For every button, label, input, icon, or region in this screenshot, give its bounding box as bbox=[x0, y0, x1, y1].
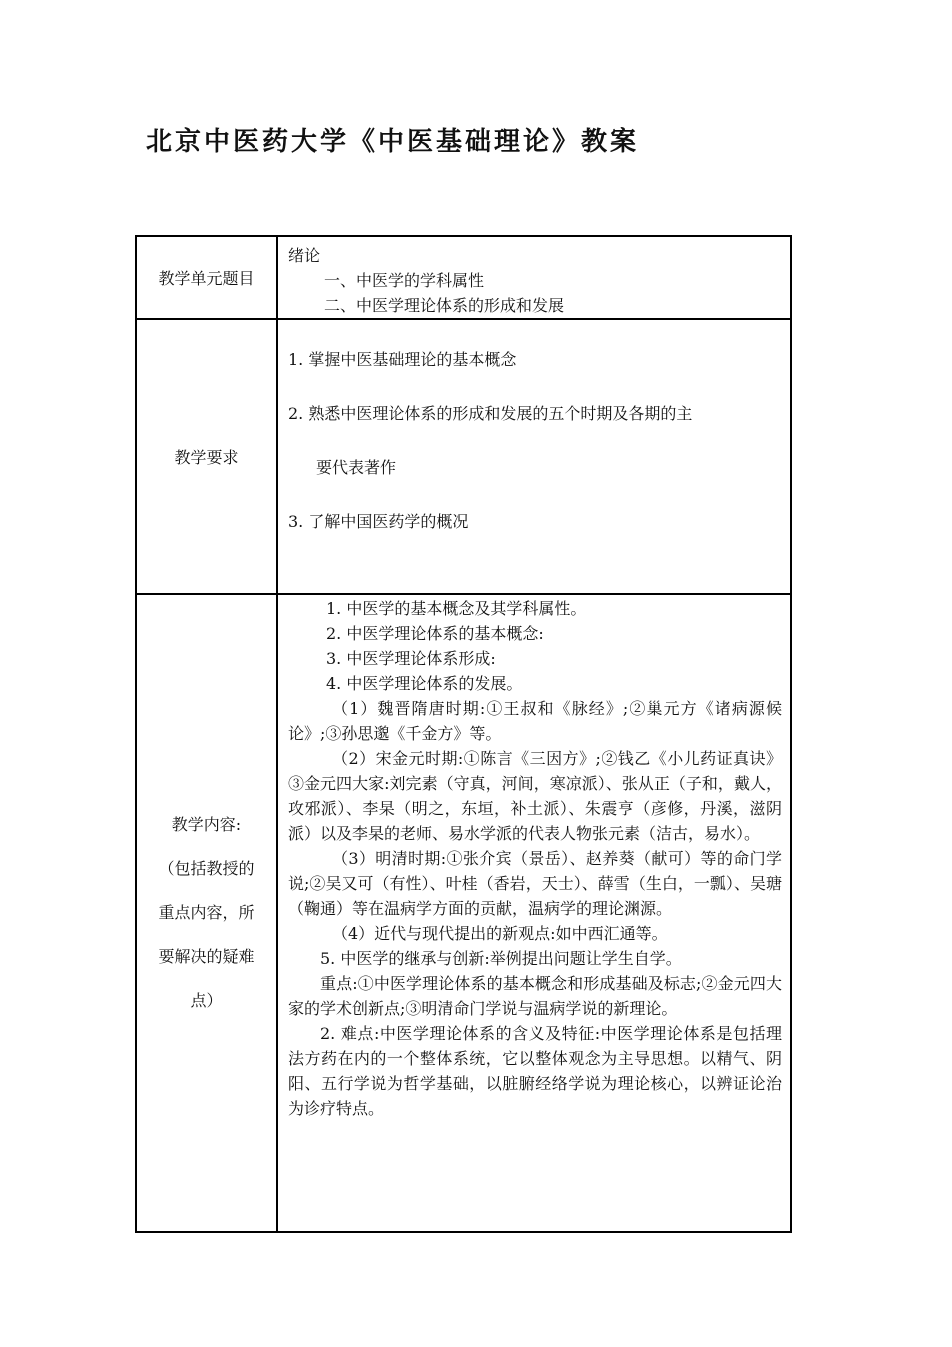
label-unit-topic: 教学单元题目 bbox=[136, 236, 277, 319]
content-paragraph: 2. 中医学理论体系的基本概念: bbox=[326, 624, 544, 643]
requirement-item-continuation: 要代表著作 bbox=[316, 458, 397, 477]
cell-content bbox=[277, 594, 791, 1232]
table-row-unit-topic bbox=[136, 236, 791, 319]
content-paragraph: （2）宋金元时期:①陈言《三因方》;②钱乙《小儿药证真诀》③金元四大家:刘完素（守真，河间，寒凉派）、张从正（子和，戴人，攻邪派）、李杲（明之，东垣，补土派）、朱震亨（彦修，丹溪，滋阴派）以及李杲的老师、易水学派的代表人物张元素（洁古，易水）。 bbox=[288, 749, 782, 843]
content-paragraph: （3）明清时期:①张介宾（景岳）、赵养葵（献可）等的命门学说;②吴又可（有性）、叶桂（香岩，天士）、薛雪（生白，一瓢）、吴瑭（鞠通）等在温病学方面的贡献，温病学的理论渊源。 bbox=[288, 849, 782, 918]
content-paragraph: 5. 中医学的继承与创新:举例提出问题让学生自学。 bbox=[320, 949, 682, 968]
content-paragraph: 重点:①中医学理论体系的基本概念和形成基础及标志;②金元四大家的学术创新点;③明清命门学说与温病学说的新理论。 bbox=[288, 974, 782, 1018]
content-paragraph: （4）近代与现代提出的新观点:如中西汇通等。 bbox=[332, 924, 668, 943]
content-label-line: 教学内容: bbox=[171, 815, 242, 834]
content-paragraph: 3. 中医学理论体系形成: bbox=[326, 649, 496, 668]
content-paragraph: 1. 中医学的基本概念及其学科属性。 bbox=[326, 599, 587, 618]
unit-subtopic: 二、中医学理论体系的形成和发展 bbox=[324, 296, 565, 315]
content-paragraph: 2. 难点:中医学理论体系的含义及特征:中医学理论体系是包括理法方药在内的一个整体系统，它以整体观念为主导思想。以精气、阴阳、五行学说为哲学基础，以脏腑经络学说为理论核心，以辨证论治为诊疗特点。 bbox=[288, 1024, 782, 1118]
unit-subtopic: 一、中医学的学科属性 bbox=[324, 271, 485, 290]
cell-unit-topic bbox=[277, 236, 791, 319]
content-label-line: 重点内容，所 bbox=[158, 903, 255, 922]
requirement-item: 1. 掌握中医基础理论的基本概念 bbox=[288, 350, 517, 369]
label-content bbox=[136, 594, 277, 1232]
content-paragraph: 4. 中医学理论体系的发展。 bbox=[326, 674, 523, 693]
label-requirements: 教学要求 bbox=[136, 319, 277, 594]
cell-requirements bbox=[277, 319, 791, 594]
requirement-item: 3. 了解中国医药学的概况 bbox=[288, 512, 469, 531]
content-label-line: 点） bbox=[190, 991, 223, 1010]
content-label-line: 要解决的疑难 bbox=[158, 947, 255, 966]
document-title: 北京中医药大学《中医基础理论》教案 bbox=[146, 127, 640, 157]
content-paragraph: （1）魏晋隋唐时期:①王叔和《脉经》;②巢元方《诸病源候论》;③孙思邈《千金方》等。 bbox=[288, 699, 782, 743]
requirement-item: 2. 熟悉中医理论体系的形成和发展的五个时期及各期的主 bbox=[288, 404, 693, 423]
content-label-line: （包括教授的 bbox=[158, 859, 255, 878]
unit-main-title: 绪论 bbox=[288, 246, 321, 265]
table-row-requirements bbox=[136, 319, 791, 594]
table-row-content bbox=[136, 594, 791, 1232]
lesson-plan-table bbox=[135, 235, 792, 1233]
